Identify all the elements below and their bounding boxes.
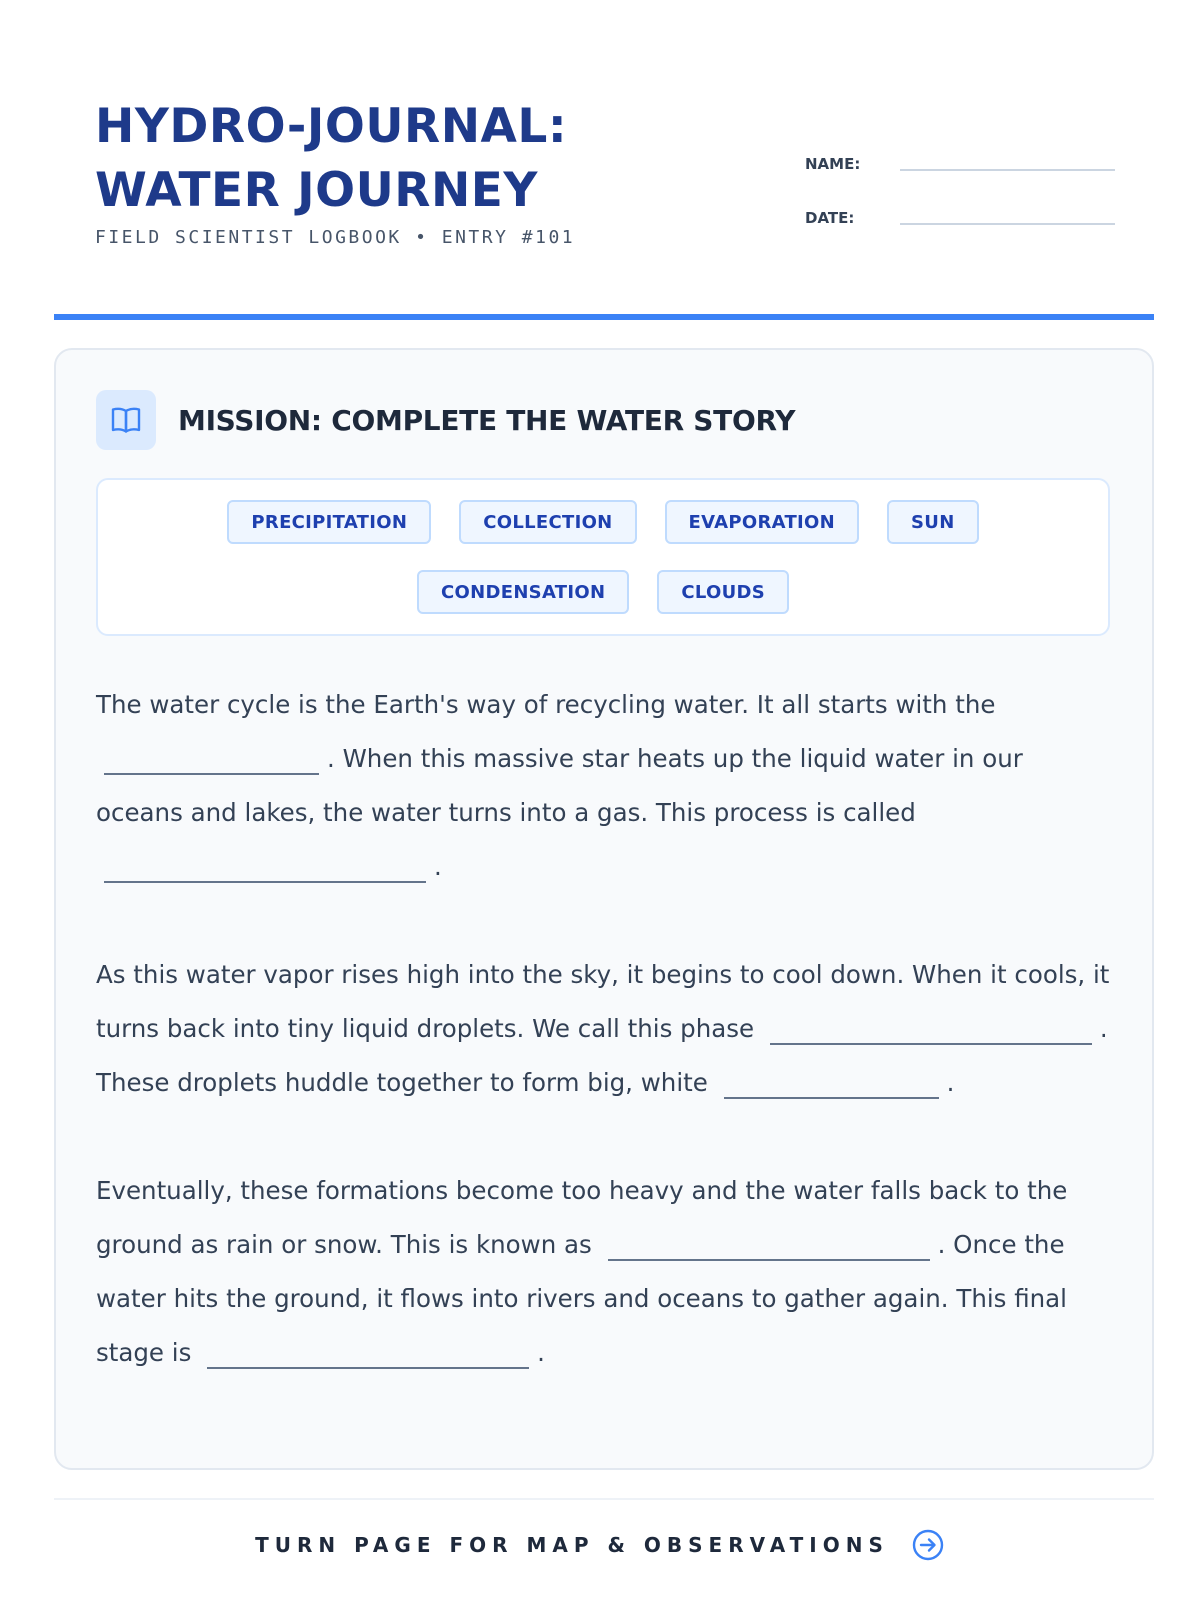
word-bank: [96, 478, 1110, 636]
blank-2[interactable]: [104, 881, 426, 883]
footer-divider: [54, 1498, 1154, 1500]
name-field[interactable]: [900, 169, 1115, 171]
page-subtitle: FIELD SCIENTIST LOGBOOK • ENTRY #101: [95, 227, 576, 248]
date-field-row: [805, 181, 1125, 235]
story-paragraph-2: [96, 948, 1116, 1110]
blank-4[interactable]: [724, 1097, 939, 1099]
story-text-segment: .: [946, 1068, 955, 1097]
worksheet-header: [95, 95, 1115, 255]
word-chip-collection[interactable]: COLLECTION: [459, 500, 636, 544]
story-paragraph-3: [96, 1164, 1116, 1380]
story-text-segment: The water cycle is the Earth's way of recycling water. It all starts with the: [96, 690, 996, 719]
name-field-row: [805, 127, 1125, 181]
student-fields: [805, 127, 1125, 235]
name-label: NAME:: [805, 155, 861, 173]
word-chip-evaporation[interactable]: EVAPORATION: [665, 500, 859, 544]
story-text-segment: .: [434, 852, 442, 881]
word-chip-precipitation[interactable]: PRECIPITATION: [227, 500, 431, 544]
header-divider: [54, 314, 1154, 320]
story-text-segment: As this water vapor rises high into the sky, it begins to cool down. When it cools, it turns back into tiny liquid droplets. We call this phase: [96, 960, 1110, 1043]
story-text-segment: . Once the water hits the ground, it flows into rivers and oceans to gather again. This final stage is: [96, 1230, 1067, 1367]
word-chip-sun[interactable]: SUN: [887, 500, 979, 544]
footer-text: TURN PAGE FOR MAP & OBSERVATIONS: [255, 1533, 889, 1557]
arrow-right-circle-icon[interactable]: [911, 1528, 945, 1562]
blank-5[interactable]: [608, 1259, 930, 1261]
story-text-segment: Eventually, these formations become too heavy and the water falls back to the ground as rain or snow. This is known as: [96, 1176, 1068, 1259]
date-label: DATE:: [805, 209, 855, 227]
blank-6[interactable]: [207, 1367, 529, 1369]
page-footer: [0, 1528, 1200, 1562]
word-chip-clouds[interactable]: CLOUDS: [657, 570, 789, 614]
story-text-segment: . When this massive star heats up the liquid water in our oceans and lakes, the water turns into a gas. This process is called: [96, 744, 1023, 827]
title-line-1: HYDRO-JOURNAL:: [95, 99, 568, 154]
mission-header: [96, 390, 795, 450]
story-text: [96, 678, 1116, 1380]
story-text-segment: . These droplets huddle together to form big, white: [96, 1014, 1108, 1097]
story-paragraph-1: [96, 678, 1116, 894]
mission-panel: [54, 348, 1154, 1470]
open-book-icon: [96, 390, 156, 450]
blank-1[interactable]: [104, 773, 319, 775]
title-line-2: WATER JOURNEY: [95, 163, 538, 218]
word-chip-condensation[interactable]: CONDENSATION: [417, 570, 629, 614]
mission-title: MISSION: COMPLETE THE WATER STORY: [178, 403, 796, 437]
date-field[interactable]: [900, 223, 1115, 225]
blank-3[interactable]: [770, 1043, 1092, 1045]
story-text-segment: .: [537, 1338, 545, 1367]
